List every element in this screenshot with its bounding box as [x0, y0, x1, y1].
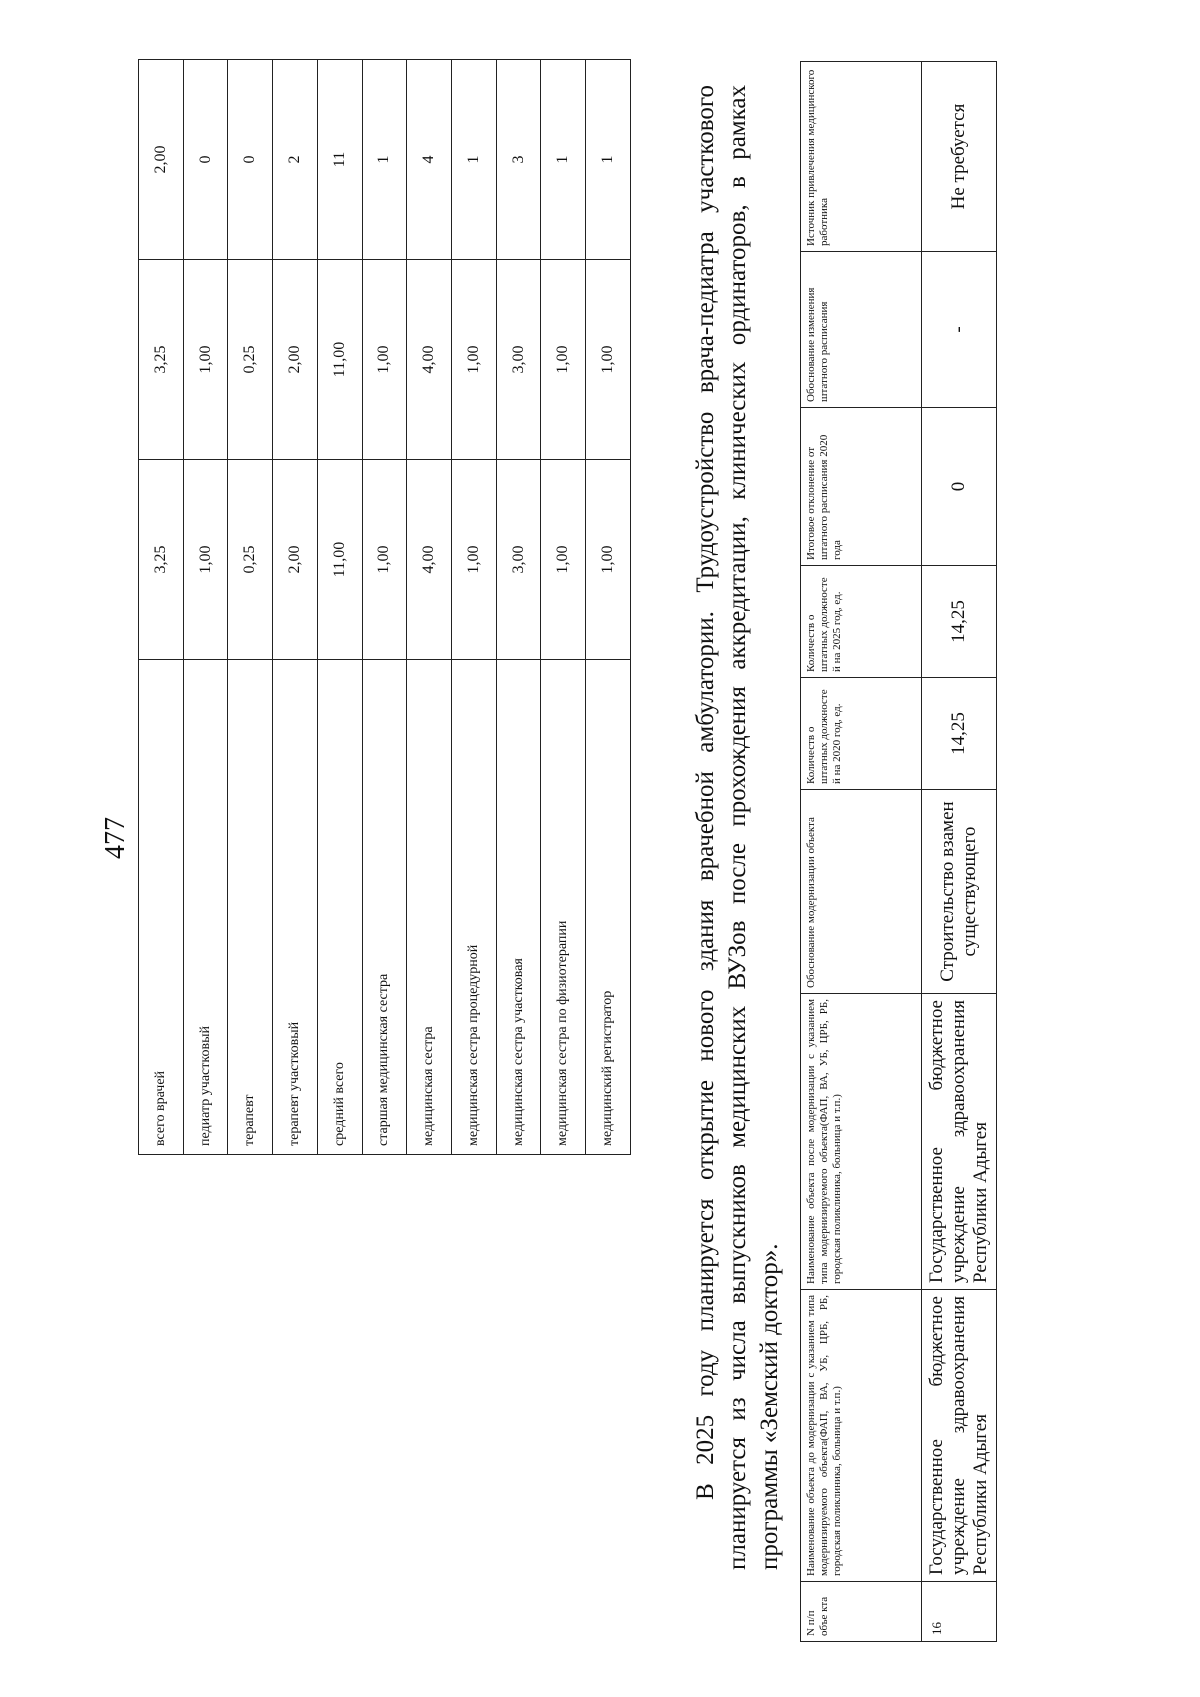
cell-n: 16: [922, 1582, 997, 1642]
staff-value-cell: 1: [452, 60, 497, 260]
staff-value-cell: 0,25: [228, 460, 273, 660]
staff-value-cell: 4: [407, 60, 452, 260]
cell-source: Не требуется: [922, 62, 997, 252]
header-staff-2025: Количеств о штатных должносте й на 2025 год, ед.: [801, 566, 922, 678]
table-row: [317, 60, 362, 1155]
page-number: 477: [100, 817, 131, 859]
table-row: [362, 60, 407, 1155]
staff-table: [138, 59, 631, 1155]
staff-value-cell: 3,00: [496, 460, 541, 660]
staff-table-container: [138, 60, 631, 1155]
staff-value-cell: 1,00: [362, 260, 407, 460]
staff-name-cell: медицинская сестра по физиотерапии: [541, 660, 586, 1155]
staff-value-cell: 1,00: [541, 460, 586, 660]
table-row: [922, 62, 997, 1642]
staff-value-cell: 3,25: [139, 260, 184, 460]
staff-name-cell: медицинская сестра процедурной: [452, 660, 497, 1155]
header-source: Источник привлечения медицинского работника: [801, 62, 922, 252]
staff-value-cell: 1,00: [586, 260, 631, 460]
cell-staff-2020: 14,25: [922, 678, 997, 790]
table-row: [496, 60, 541, 1155]
cell-after: Государственное бюджетное учреждение здравоохранения Республики Адыгея: [922, 994, 997, 1290]
staff-name-cell: терапевт участковый: [273, 660, 318, 1155]
staff-value-cell: 1,00: [452, 260, 497, 460]
table-row: [273, 60, 318, 1155]
table-row: [139, 60, 184, 1155]
header-row: [801, 62, 922, 1642]
staff-value-cell: 0: [228, 60, 273, 260]
table-row: [407, 60, 452, 1155]
header-deviation: Итоговое отклонение от штатного расписания 2020 года: [801, 408, 922, 566]
table-row: [228, 60, 273, 1155]
staff-value-cell: 1,00: [183, 260, 228, 460]
staff-value-cell: 1: [541, 60, 586, 260]
staff-value-cell: 1,00: [183, 460, 228, 660]
header-n: N п/п объе кта: [801, 1582, 922, 1642]
cell-before: Государственное бюджетное учреждение здравоохранения Республики Адыгея: [922, 1290, 997, 1582]
cell-reason: Строительство взамен существующего: [922, 790, 997, 994]
header-change-reason: Обоснование изменения штатного расписания: [801, 252, 922, 408]
staff-value-cell: 1: [362, 60, 407, 260]
staff-name-cell: средний всего: [317, 660, 362, 1155]
cell-change-reason: -: [922, 252, 997, 408]
staff-value-cell: 1,00: [541, 260, 586, 460]
staff-value-cell: 3,00: [496, 260, 541, 460]
table-row: [586, 60, 631, 1155]
header-before: Наименование объекта до модернизации с указанием типа модернизируемого объекта(ФАП, ВА, УБ, ЦРБ, РБ, городская поликлиника, больница и т.п.): [801, 1290, 922, 1582]
staff-value-cell: 1,00: [586, 460, 631, 660]
staff-name-cell: всего врачей: [139, 660, 184, 1155]
staff-value-cell: 3,25: [139, 460, 184, 660]
staff-value-cell: 2,00: [139, 60, 184, 260]
staff-value-cell: 2,00: [273, 460, 318, 660]
staff-name-cell: старшая медицинская сестра: [362, 660, 407, 1155]
staff-value-cell: 4,00: [407, 260, 452, 460]
cell-deviation: 0: [922, 408, 997, 566]
staff-name-cell: медицинская сестра участковая: [496, 660, 541, 1155]
header-staff-2020: Количеств о штатных должносте й на 2020 год, ед.: [801, 678, 922, 790]
staff-name-cell: терапевт: [228, 660, 273, 1155]
staff-value-cell: 0,25: [228, 260, 273, 460]
staff-value-cell: 2: [273, 60, 318, 260]
staff-value-cell: 11,00: [317, 460, 362, 660]
staff-value-cell: 4,00: [407, 460, 452, 660]
cell-staff-2025: 14,25: [922, 566, 997, 678]
staff-name-cell: медицинский регистратор: [586, 660, 631, 1155]
table-row: [541, 60, 586, 1155]
staff-value-cell: 0: [183, 60, 228, 260]
table-row: [452, 60, 497, 1155]
staff-value-cell: 1: [586, 60, 631, 260]
staff-value-cell: 11: [317, 60, 362, 260]
header-after: Наименование объекта после модернизации с указанием типа модернизируемого объекта(ФАП, ВА, УБ, ЦРБ, РБ, городская поликлиника, больница и т.п.): [801, 994, 922, 1290]
table-row: [183, 60, 228, 1155]
modernization-table: [800, 61, 997, 1642]
staff-value-cell: 1,00: [362, 460, 407, 660]
staff-name-cell: педиатр участковый: [183, 660, 228, 1155]
header-reason: Обоснование модернизации объекта: [801, 790, 922, 994]
modernization-table-container: [800, 62, 990, 1642]
staff-value-cell: 1,00: [452, 460, 497, 660]
staff-value-cell: 2,00: [273, 260, 318, 460]
staff-value-cell: 3: [496, 60, 541, 260]
body-paragraph: В 2025 году планируется открытие нового здания врачебной амбулатории. Трудоустройство врача-педиатра участкового планируется из числа выпускников медицинских ВУЗов после прохождения аккредитации, клинических ординаторов, в рамках программы «Земский доктор».: [692, 85, 783, 1570]
staff-value-cell: 11,00: [317, 260, 362, 460]
staff-name-cell: медицинская сестра: [407, 660, 452, 1155]
